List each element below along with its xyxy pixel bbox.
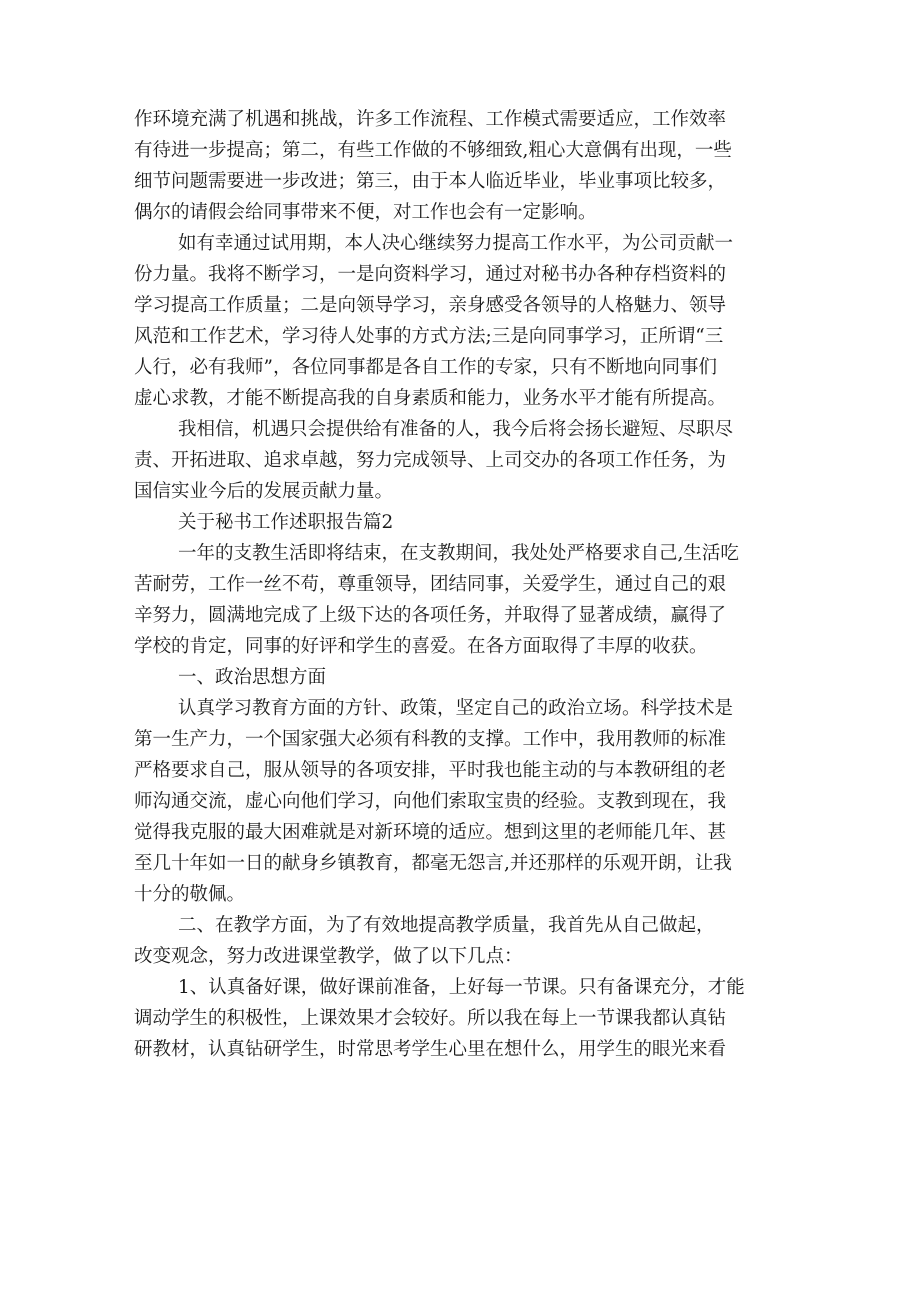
- text-line: 偶尔的请假会给同事带来不便，对工作也会有一定影响。: [134, 202, 597, 223]
- text-line: 十分的敬佩。: [134, 884, 246, 905]
- text-line: 我相信，机遇只会提供给有准备的人，我今后将会扬长避短、尽职尽: [178, 419, 734, 440]
- section-heading: 关于秘书工作述职报告篇2: [178, 512, 394, 533]
- text-line: 改变观念，努力改进课堂教学，做了以下几点：: [134, 946, 523, 967]
- text-line: 国信实业今后的发展贡献力量。: [134, 481, 394, 502]
- paragraph: [134, 972, 794, 1065]
- text-line: 觉得我克服的最大困难就是对新环境的适应。想到这里的老师能几年、甚: [134, 822, 727, 843]
- paragraph: [134, 228, 794, 414]
- text-line: 二、在教学方面，为了有效地提高教学质量，我首先从自己做起，: [178, 915, 715, 936]
- text-line: 一年的支教生活即将结束，在支教期间，我处处严格要求自己,生活吃: [178, 543, 739, 564]
- text-line: 人行，必有我师”，各位同事都是各自工作的专家，只有不断地向同事们: [134, 357, 717, 378]
- text-line: 细节问题需要进一步改进；第三，由于本人临近毕业，毕业事项比较多，: [134, 171, 727, 192]
- text-line: 作环境充满了机遇和挑战，许多工作流程、工作模式需要适应，工作效率: [134, 109, 727, 130]
- text-line: 至几十年如一日的献身乡镇教育，都毫无怨言,并还那样的乐观开朗，让我: [134, 853, 732, 874]
- text-line: 认真学习教育方面的方针、政策，坚定自己的政治立场。科学技术是: [178, 698, 734, 719]
- paragraph: [134, 910, 794, 972]
- section-heading: 一、政治思想方面: [178, 667, 327, 688]
- text-line: 如有幸通过试用期，本人决心继续努力提高工作水平，为公司贡献一: [178, 233, 734, 254]
- text-line: 责、开拓进取、追求卓越，努力完成领导、上司交办的各项工作任务，为: [134, 450, 727, 471]
- paragraph: [134, 693, 794, 910]
- text-line: 第一生产力，一个国家强大必须有科教的支撑。工作中，我用教师的标准: [134, 729, 727, 750]
- text-line: 师沟通交流，虚心向他们学习，向他们索取宝贵的经验。支教到现在，我: [134, 791, 727, 812]
- paragraph: [134, 414, 794, 507]
- text-line: 份力量。我将不断学习，一是向资料学习，通过对秘书办各种存档资料的: [134, 264, 727, 285]
- text-line: 学校的肯定，同事的好评和学生的喜爱。在各方面取得了丰厚的收获。: [134, 636, 708, 657]
- document-page: [134, 104, 794, 1065]
- text-line: 严格要求自己，服从领导的各项安排，平时我也能主动的与本教研组的老: [134, 760, 727, 781]
- text-line: 苦耐劳，工作一丝不苟，尊重领导，团结同事，关爱学生，通过自己的艰: [134, 574, 727, 595]
- text-line: 研教材，认真钻研学生，时常思考学生心里在想什么，用学生的眼光来看: [134, 1039, 727, 1060]
- text-line: 虚心求教，才能不断提高我的自身素质和能力，业务水平才能有所提高。: [134, 388, 727, 409]
- text-line: 1、认真备好课，做好课前准备，上好每一节课。只有备课充分，才能: [178, 977, 745, 998]
- text-line: 学习提高工作质量；二是向领导学习，亲身感受各领导的人格魅力、领导: [134, 295, 727, 316]
- text-line: 风范和工作艺术，学习待人处事的方式方法;三是向同事学习，正所谓“三: [134, 326, 724, 347]
- paragraph: [134, 104, 794, 228]
- text-line: 辛努力，圆满地完成了上级下达的各项任务，并取得了显著成绩，赢得了: [134, 605, 727, 626]
- text-line: 有待进一步提高；第二，有些工作做的不够细致,粗心大意偶有出现，一些: [134, 140, 732, 161]
- text-line: 调动学生的积极性，上课效果才会较好。所以我在每上一节课我都认真钻: [134, 1008, 727, 1029]
- paragraph: [134, 538, 794, 662]
